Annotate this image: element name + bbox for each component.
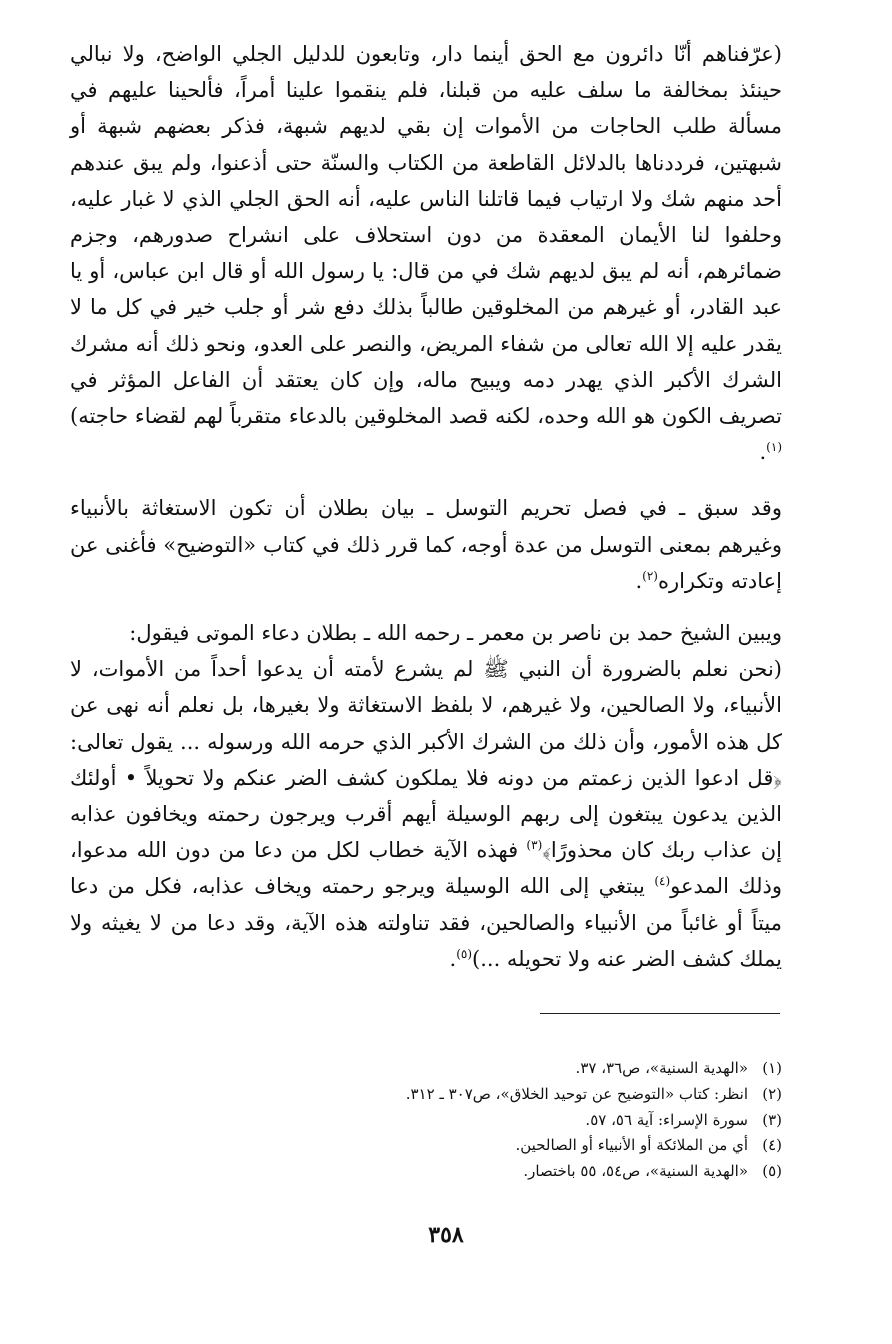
- period: .: [759, 440, 767, 465]
- quote-paragraph-2: [70, 651, 782, 977]
- footnote-text: «الهدية السنية»، ص٥٤، ٥٥ باختصار.: [523, 1162, 748, 1181]
- page-body: [70, 36, 782, 977]
- paragraph-3: ويبين الشيخ حمد بن ناصر بن معمر ـ رحمه الله ـ بطلان دعاء الموتى فيقول:: [129, 621, 782, 646]
- quote-text: (عرّفناهم أنّا دائرون مع الحق أينما دار، وتابعون للدليل الجلي الواضح، ولا نبالي حينئذ بمخالفة ما سلف عليه من قبلنا، فلم ينقموا علينا أمراً، فألحينا عليهم في مسألة طلب الحاجات من الأموات إن بقي لديهم شبهة، فذكر بعضهم شبهة أو شبهتين، فرددناها بالدلائل القاطعة من الكتاب والسنّة حتى أذعنوا، ولم يبق عندهم أحد منهم شك ولا ارتياب فيما قاتلنا الناس عليه، أنه الحق الجلي الذي لا غبار عليه، وحلفوا لنا الأيمان المعقدة من دون استحلاف على انشراح صدورهم، وجزم ضمائرهم، أنه لم يبق لديهم شك في من قال: يا رسول الله أو قال ابن عباس، أو يا عبد القادر، أو غيرهم من المخلوقين طالباً بذلك دفع شر أو جلب خير في كل ما لا يقدر عليه إلا الله تعالى من شفاء المريض، والنصر على العدو، ونحو ذلك أنه مشرك الشرك الأكبر الذي يهدر دمه ويبيح ماله، وإن كان يعتقد أن الفاعل المؤثر في تصريف الكون هو الله وحده، لكنه قصد المخلوقين بالدعاء متقرباً لهم لقضاء حاجته): [70, 42, 782, 429]
- footnote-item: [70, 1159, 782, 1185]
- footnote-divider: [540, 1013, 780, 1014]
- period: .: [635, 568, 643, 593]
- footnote-text: «الهدية السنية»، ص٣٦، ٣٧.: [575, 1059, 748, 1077]
- quote-text-part-1: (نحن نعلم بالضرورة أن النبي ﷺ لم يشرع لأمته أن يدعوا أحداً من الأموات، لا الأنبياء، ولا الصالحين، ولا غيرهم، لا بلفظ الاستغاثة ولا بغيرها، بل نعلم أنه نهى عن كل هذه الأمور، وأن ذلك من الشرك الأكبر الذي حرمه الله ورسوله ... يقول تعالى: ﴿قل ادعوا الذين زعمتم من دونه فلا يملكون كشف الضر عنكم ولا تحويلاً • أولئك الذين يدعون يبتغون إلى ربهم الوسيلة أيهم أقرب ويرجون رحمته ويخافون عذابه إن عذاب ربك كان محذورًا﴾: [70, 657, 782, 863]
- paragraph-text: وقد سبق ـ في فصل تحريم التوسل ـ بيان بطلان أن تكون الاستغاثة بالأنبياء وغيرهم بمعنى التوسل من عدة أوجه، كما قرر ذلك في كتاب «التوضيح» فأغنى عن إعادته وتكراره: [70, 496, 782, 593]
- footnote-number: (١): [762, 1059, 782, 1077]
- footnote-number: (٥): [762, 1162, 782, 1181]
- footnote-ref-5[interactable]: (٥): [456, 946, 473, 961]
- period: .: [449, 946, 457, 971]
- quote-text-part-2: فهذه الآية خطاب لكل من دعا من دون الله مدعوا، وذلك المدعو: [70, 838, 783, 899]
- footnote-item: [70, 1108, 782, 1134]
- footnote-item: [70, 1082, 782, 1108]
- quote-paragraph-1: [70, 36, 782, 470]
- footnote-item: [70, 1133, 782, 1159]
- footnote-ref-3[interactable]: (٣): [526, 838, 543, 853]
- paragraph-2: [70, 490, 782, 599]
- footnote-ref-4[interactable]: (٤): [654, 874, 671, 889]
- footnote-number: (٤): [762, 1136, 782, 1155]
- quote-text-part-3: يبتغي إلى الله الوسيلة ويرجو رحمته ويخاف عذابه، فكل من دعا ميتاً أو غائباً من الأنبياء والصالحين، فقد تناولته هذه الآية، وقد دعا من لا يغيثه ولا يملك كشف الضر عنه ولا تحويله ...): [70, 874, 782, 971]
- footnote-item: [70, 1056, 782, 1082]
- footnote-text: أي من الملائكة أو الأنبياء أو الصالحين.: [515, 1136, 748, 1155]
- footnote-text: سورة الإسراء: آية ٥٦، ٥٧.: [585, 1110, 748, 1129]
- footnote-text: انظر: كتاب «التوضيح عن توحيد الخلاق»، ص٣٠٧ ـ ٣١٢.: [405, 1084, 748, 1103]
- footnote-ref-1[interactable]: (١): [766, 440, 782, 455]
- footnote-number: (٣): [762, 1110, 782, 1129]
- footnotes-list: [70, 1056, 782, 1185]
- footnote-ref-2[interactable]: (٢): [642, 568, 658, 583]
- footnote-number: (٢): [762, 1084, 782, 1103]
- page-number: ٣٥٨: [428, 1222, 464, 1248]
